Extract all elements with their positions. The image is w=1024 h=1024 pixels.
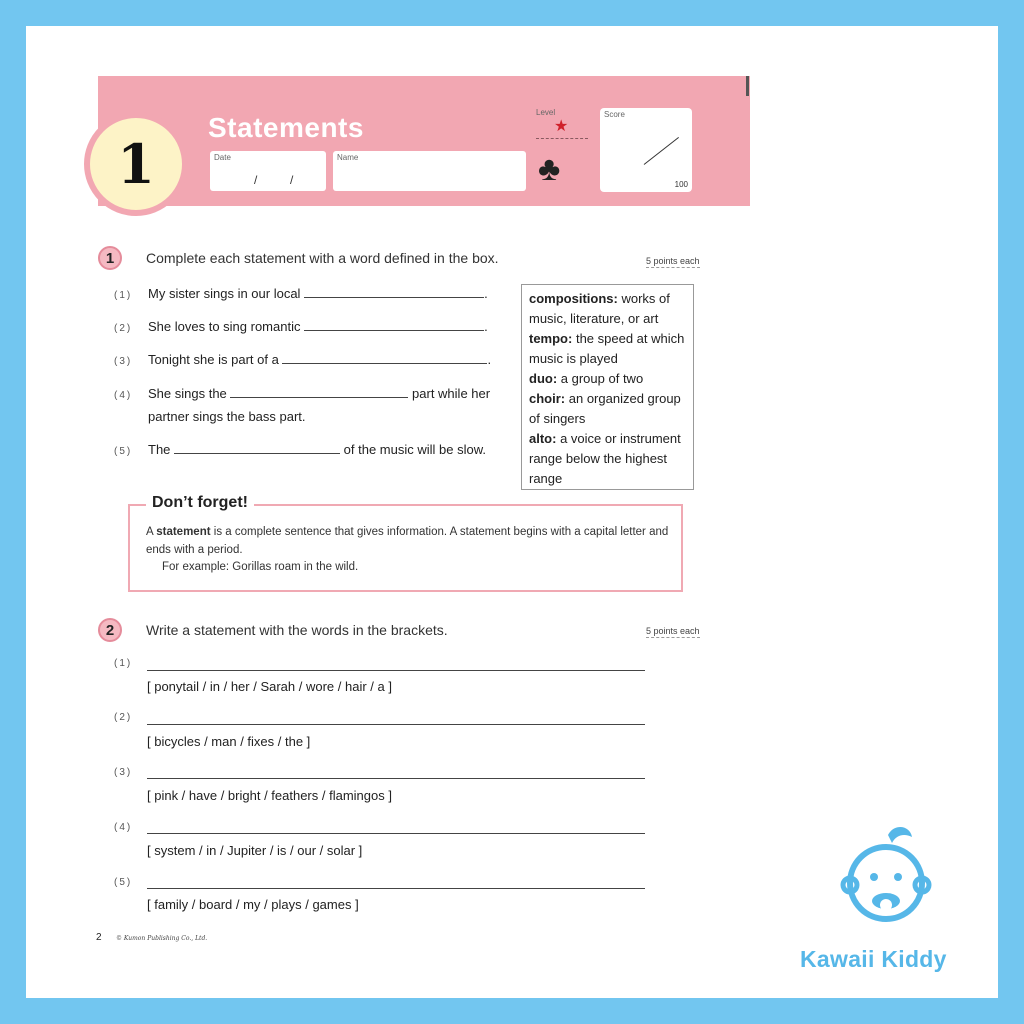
word-bracket: [ system / in / Jupiter / is / our / solar ] <box>147 843 363 858</box>
word-bracket: [ ponytail / in / her / Sarah / wore / hair / a ] <box>147 679 392 694</box>
question-number: (2) <box>114 323 133 334</box>
question-number: (1) <box>114 658 133 669</box>
question-3 <box>148 352 491 367</box>
answer-blank[interactable] <box>282 352 487 364</box>
copyright: © Kumon Publishing Co., Ltd. <box>116 935 208 942</box>
answer-blank[interactable] <box>304 319 484 331</box>
vocab-term: alto: <box>529 431 557 446</box>
question-text: of the music will be slow. <box>343 442 486 457</box>
word-bracket: [ pink / have / bright / feathers / flamingos ] <box>147 788 392 803</box>
vocabulary-box <box>521 284 694 490</box>
score-max: 100 <box>674 180 688 189</box>
score-field[interactable] <box>600 108 692 192</box>
vocab-entry <box>529 369 686 389</box>
page-number: 2 <box>96 932 102 943</box>
question-text: part while her <box>412 386 491 401</box>
vocab-definition: an organized group of singers <box>529 391 681 426</box>
level-label: Level <box>536 108 556 117</box>
club-icon: ♣ <box>538 150 561 188</box>
question-number: (1) <box>114 290 133 301</box>
answer-line[interactable] <box>147 670 645 671</box>
vocab-term: compositions: <box>529 291 618 306</box>
tip-title: Don’t forget! <box>146 494 254 512</box>
question-text: My sister sings in our local <box>148 286 301 301</box>
level-divider <box>536 138 588 139</box>
question-1 <box>148 286 488 301</box>
question-number: (2) <box>114 712 133 723</box>
tip-text-part: is a complete sentence that gives information. A statement begins with a capital letter and ends with a period. <box>146 526 669 556</box>
tip-text <box>146 523 671 559</box>
brand-name: Kawaii Kiddy <box>800 946 947 972</box>
word-bracket: [ bicycles / man / fixes / the ] <box>147 734 311 749</box>
question-number: (3) <box>114 356 133 367</box>
points-label: 5 points each <box>646 626 700 636</box>
page-title: Statements <box>208 112 364 143</box>
vocab-definition: a group of two <box>560 371 644 386</box>
vocab-entry <box>529 329 686 369</box>
question-text: Tonight she is part of a <box>148 352 279 367</box>
unit-number-badge: 1 <box>84 112 188 216</box>
tip-keyword: statement <box>156 526 211 538</box>
vocab-term: tempo: <box>529 331 573 346</box>
question-text: The <box>148 442 171 457</box>
question-text: . <box>487 352 492 367</box>
section-instruction: Write a statement with the words in the brackets. <box>146 622 448 638</box>
tip-text-part: A <box>146 526 157 538</box>
score-label: Score <box>604 110 625 119</box>
worksheet-page <box>26 26 998 998</box>
answer-line[interactable] <box>147 833 645 834</box>
question-number: (4) <box>114 822 133 833</box>
date-separator: / <box>290 173 294 187</box>
vocab-entry <box>529 389 686 429</box>
vocab-definition: the speed at which music is played <box>529 331 685 366</box>
section-number: 2 <box>98 618 122 642</box>
section-instruction: Complete each statement with a word defined in the box. <box>146 250 499 266</box>
question-text: . <box>484 286 488 301</box>
question-5 <box>148 442 486 457</box>
name-field[interactable] <box>333 151 526 191</box>
question-number: (4) <box>114 390 133 401</box>
vocab-definition: a voice or instrument range below the highest range <box>529 431 681 486</box>
answer-blank[interactable] <box>304 286 484 298</box>
date-field[interactable] <box>210 151 326 191</box>
answer-blank[interactable] <box>174 442 340 454</box>
level-star-icon: ★ <box>554 118 569 135</box>
word-bracket: [ family / board / my / plays / games ] <box>147 897 359 912</box>
name-label: Name <box>337 153 359 162</box>
tip-example: For example: Gorillas roam in the wild. <box>162 561 359 573</box>
question-text: She loves to sing romantic <box>148 319 301 334</box>
points-label: 5 points each <box>646 256 700 266</box>
question-4 <box>148 386 490 401</box>
question-number: (5) <box>114 877 133 888</box>
answer-line[interactable] <box>147 888 645 889</box>
section-number: 1 <box>98 246 122 270</box>
vocab-term: duo: <box>529 371 558 386</box>
header-edge-mark <box>746 76 749 96</box>
vocab-entry <box>529 429 686 489</box>
question-number: (5) <box>114 446 133 457</box>
score-slash <box>644 137 679 165</box>
answer-line[interactable] <box>147 724 645 725</box>
question-number: (3) <box>114 767 133 778</box>
baby-face-icon <box>836 821 936 941</box>
date-label: Date <box>214 153 231 162</box>
vocab-definition: works of music, literature, or art <box>529 291 670 326</box>
date-separator: / <box>254 173 258 187</box>
vocab-entry <box>529 289 686 329</box>
question-text-continued: partner sings the bass part. <box>148 409 306 424</box>
question-text: She sings the <box>148 386 227 401</box>
answer-line[interactable] <box>147 778 645 779</box>
answer-blank[interactable] <box>230 386 408 398</box>
vocab-term: choir: <box>529 391 566 406</box>
question-text: . <box>484 319 488 334</box>
question-2 <box>148 319 488 334</box>
